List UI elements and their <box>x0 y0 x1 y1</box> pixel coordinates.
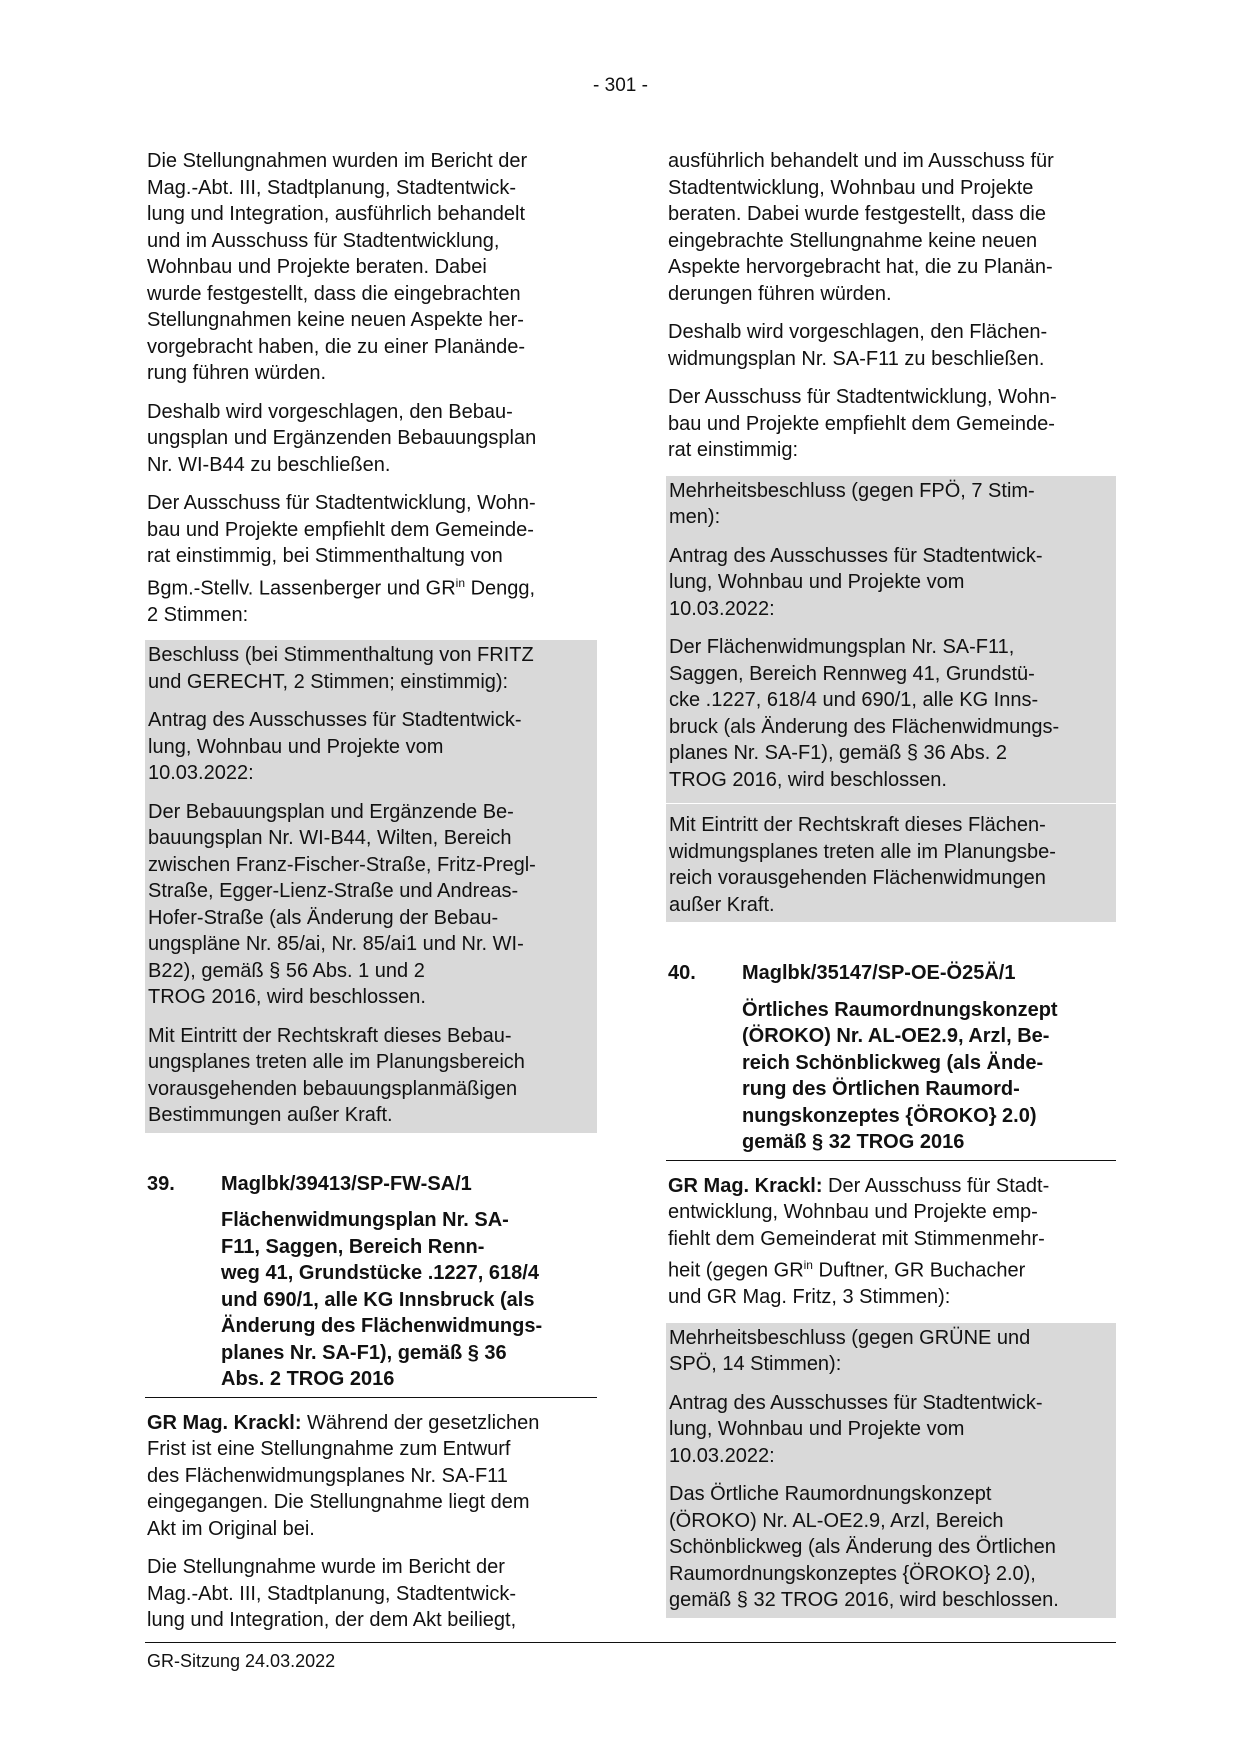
item-code: Maglbk/39413/SP-FW-SA/1 <box>221 1172 472 1195</box>
text-run: Der Ausschuss für Stadtentwicklung, Wohn- bau und Projekte empfiehlt dem Gemeinde- rat einstimmig, bei Stimmenthaltung von Bgm.-Stellv. Lassenberger und GR <box>147 492 536 600</box>
footer-divider <box>145 1642 1116 1643</box>
speaker-name: GR Mag. Krackl: <box>147 1411 302 1434</box>
paragraph: Die Stellungnahmen wurden im Bericht der Mag.-Abt. III, Stadtplanung, Stadtentwick- lung und Integration, ausführlich behandelt und im Ausschuss für Stadtentwicklung, Wohnbau und Projekte beraten. Dabei wurde festgestellt, dass die eingebrachten Stellungnahmen keine neuen Aspekte her- vorgebracht haben, die zu einer Planände- rung führen würden. <box>147 150 528 384</box>
resolution-box <box>666 1323 1116 1618</box>
text-run: Duftner, GR Buchacher und GR Mag. Fritz, 3 Stimmen): <box>668 1259 1026 1309</box>
superscript: in <box>455 575 466 590</box>
right-column <box>666 148 1116 1618</box>
resolution-motion: Antrag des Ausschusses für Stadtentwick- lung, Wohnbau und Projekte vom 10.03.2022: <box>669 544 1043 620</box>
agenda-item-39 <box>145 1171 597 1398</box>
resolution-box <box>145 640 597 1133</box>
item-code: Maglbk/35147/SP-OE-Ö25Ä/1 <box>742 962 1016 984</box>
paragraph <box>145 490 597 628</box>
paragraph: Deshalb wird vorgeschlagen, den Flächen- widmungsplan Nr. SA-F11 zu beschließen. <box>668 321 1048 370</box>
text-run: Während der gesetzlichen Frist ist eine Stellungnahme zum Entwurf des Flächenwidmungsplanes Nr. SA-F11 eingegangen. Die Stellungnahme liegt dem Akt im Original bei. <box>147 1411 540 1540</box>
resolution-motion: Antrag des Ausschusses für Stadtentwick- lung, Wohnbau und Projekte vom 10.03.2022: <box>148 709 522 785</box>
item-title: Örtliches Raumordnungskonzept (ÖROKO) Nr. AL-OE2.9, Arzl, Be- reich Schönblickweg (als Ände- rung des Örtlichen Raumord- nungskonzeptes {ÖROKO} 2.0) gemäß § 32 TROG 2016 <box>742 998 1058 1153</box>
speaker-name: GR Mag. Krackl: <box>668 1174 823 1197</box>
text-run: Dengg, 2 Stimmen: <box>147 577 536 626</box>
item-number: 40. <box>668 962 696 984</box>
footer-session-date: GR-Sitzung 24.03.2022 <box>147 1651 336 1671</box>
resolution-text: Der Bebauungsplan und Ergänzende Be- bauungsplan Nr. WI-B44, Wilten, Bereich zwischen Franz-Fischer-Straße, Fritz-Pregl- Straße, Egger-Lienz-Straße und Andreas- Hofer-Straße (als Änderung der Bebau- ungspläne Nr. 85/ai, Nr. 85/ai1 und Nr. WI- B22), gemäß § 56 Abs. 1 und 2 TROG 2016, wird beschlossen. <box>148 800 536 1009</box>
resolution-effect: Mit Eintritt der Rechtskraft dieses Flächen- widmungsplanes treten alle im Planungsbe- reich vorausgehenden Flächenwidmungen außer Kraft. <box>669 814 1056 916</box>
item-number: 39. <box>147 1172 175 1195</box>
text-run: Der Ausschuss für Stadt- entwicklung, Wohnbau und Projekte emp- fiehlt dem Gemeinderat mit Stimmenmehr- heit (gegen GR <box>668 1174 1050 1282</box>
page-number: - 301 - <box>593 75 648 96</box>
resolution-vote: Beschluss (bei Stimmenthaltung von FRITZ und GERECHT, 2 Stimmen; einstimmig): <box>148 644 534 693</box>
resolution-motion: Antrag des Ausschusses für Stadtentwick- lung, Wohnbau und Projekte vom 10.03.2022: <box>669 1391 1043 1467</box>
paragraph: ausführlich behandelt und im Ausschuss für Stadtentwicklung, Wohnbau und Projekte beraten. Dabei wurde festgestellt, dass die eingebrachte Stellungnahme keine neuen Aspekte hervorgebracht hat, die zu Planän- derungen führen würden. <box>668 150 1054 305</box>
paragraph: Die Stellungnahme wurde im Bericht der Mag.-Abt. III, Stadtplanung, Stadtentwick- lung und Integration, der dem Akt beiliegt, <box>147 1556 517 1632</box>
agenda-item-40 <box>666 960 1116 1161</box>
resolution-vote: Mehrheitsbeschluss (gegen FPÖ, 7 Stim- men): <box>669 479 1035 528</box>
paragraph <box>145 1410 597 1543</box>
item-title: Flächenwidmungsplan Nr. SA- F11, Saggen, Bereich Renn- weg 41, Grundstücke .1227, 618/4 und 690/1, alle KG Innsbruck (als Änderung des Flächenwidmungs- planes Nr. SA-F1), gemäß § 36 Abs. 2 TROG 2016 <box>221 1209 543 1391</box>
resolution-text: Der Flächenwidmungsplan Nr. SA-F11, Saggen, Bereich Rennweg 41, Grundstü- cke .1227, 618/4 und 690/1, alle KG Inns- bruck (als Änderung des Flächenwidmungs- planes Nr. SA-F1), gemäß § 36 Abs. 2 TROG 2016, wird beschlossen. <box>669 636 1060 791</box>
paragraph: Deshalb wird vorgeschlagen, den Bebau- ungsplan und Ergänzenden Bebauungsplan Nr. WI-B44 zu beschließen. <box>147 400 537 476</box>
superscript: in <box>803 1258 813 1272</box>
paragraph <box>666 1173 1116 1311</box>
left-column <box>145 148 597 1646</box>
resolution-effect: Mit Eintritt der Rechtskraft dieses Bebau- ungsplanes treten alle im Planungsbereich vorausgehenden bebauungsplanmäßigen Bestimmungen außer Kraft. <box>148 1024 525 1127</box>
resolution-box <box>666 476 1116 923</box>
resolution-text: Das Örtliche Raumordnungskonzept (ÖROKO) Nr. AL-OE2.9, Arzl, Bereich Schönblickweg (als Änderung des Örtlichen Raumordnungskonzeptes {ÖROKO} 2.0), gemäß § 32 TROG 2016, wird beschlossen. <box>669 1483 1059 1612</box>
resolution-vote: Mehrheitsbeschluss (gegen GRÜNE und SPÖ, 14 Stimmen): <box>669 1326 1031 1376</box>
paragraph: Der Ausschuss für Stadtentwicklung, Wohn- bau und Projekte empfiehlt dem Gemeinde- rat einstimmig: <box>668 386 1057 461</box>
